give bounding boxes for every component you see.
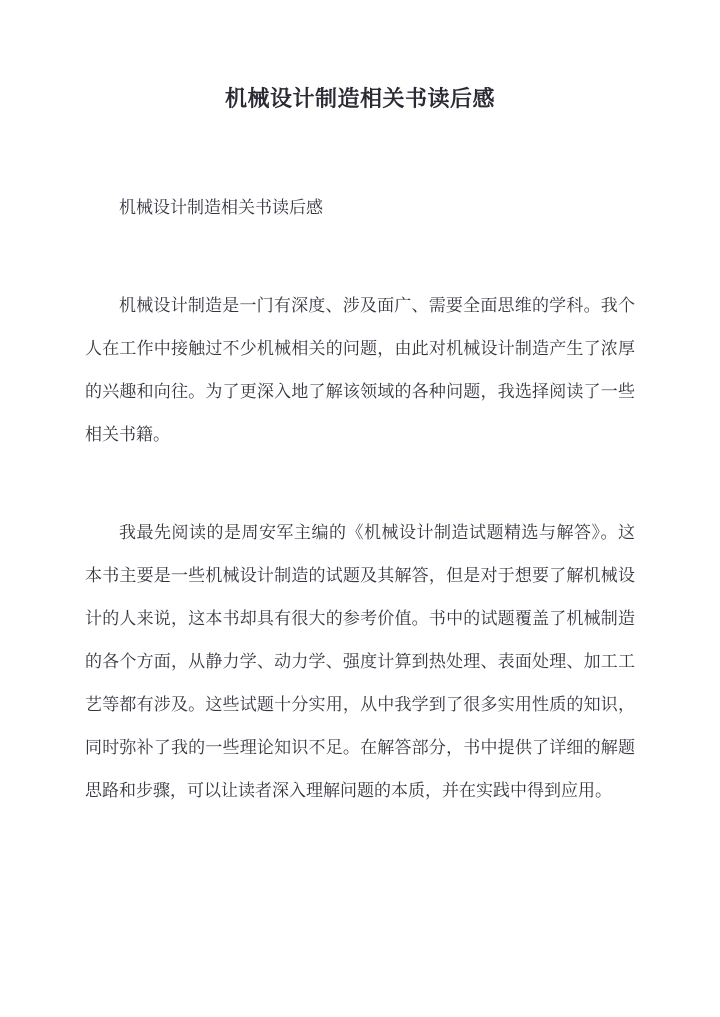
document-subtitle: 机械设计制造相关书读后感: [119, 198, 323, 217]
paragraph-intro: 机械设计制造是一门有深度、涉及面广、需要全面思维的学科。我个人在工作中接触过不少机械相关的问题，由此对机械设计制造产生了浓厚的兴趣和向往。为了更深入地了解该领域的各种问题，我选择阅读了一些相关书籍。: [85, 296, 635, 444]
paragraph-book-review: 我最先阅读的是周安军主编的《机械设计制造试题精选与解答》。这本书主要是一些机械设计制造的试题及其解答，但是对于想要了解机械设计的人来说，这本书却具有很大的参考价值。书中的试题覆盖了机械制造的各个方面，从静力学、动力学、强度计算到热处理、表面处理、加工工艺等都有涉及。这些试题十分实用，从中我学到了很多实用性质的知识，同时弥补了我的一些理论知识不足。在解答部分，书中提供了详细的解题思路和步骤，可以让读者深入理解问题的本质，并在实践中得到应用。: [85, 523, 635, 800]
document-title: 机械设计制造相关书读后感: [224, 86, 495, 111]
